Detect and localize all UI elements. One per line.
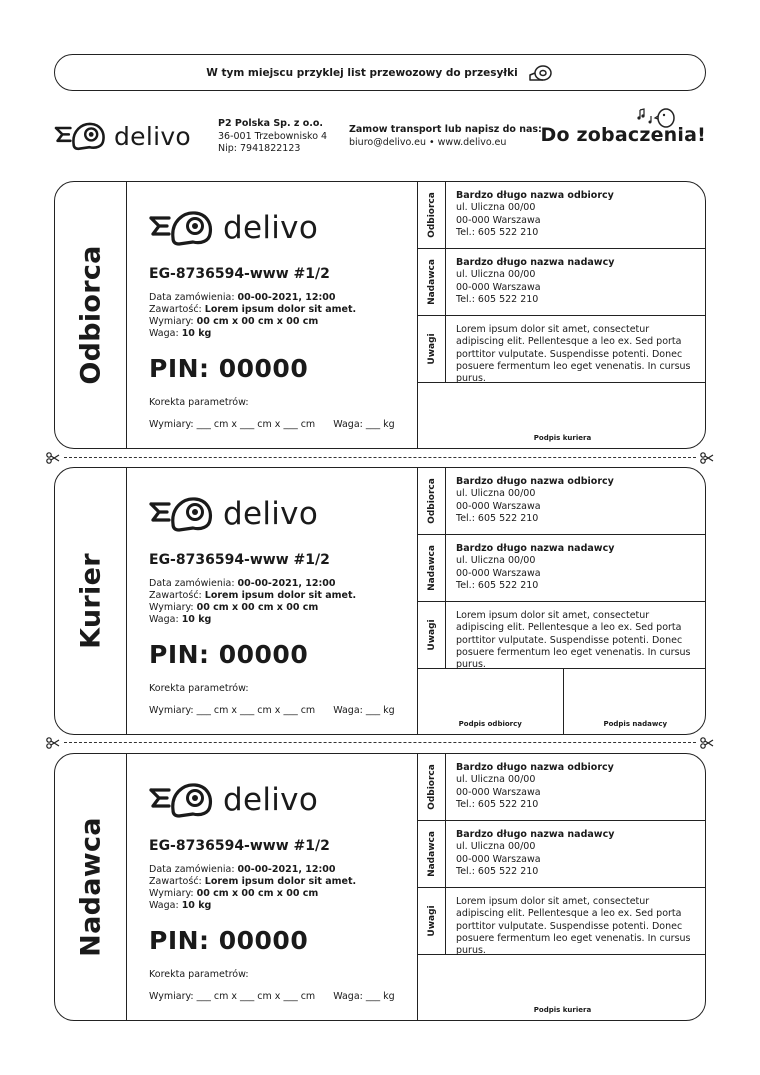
korekta-label: Korekta parametrów: [149,397,249,408]
tag-recipient: Odbiorca [418,182,446,248]
notes-text: Lorem ipsum dolor sit amet, consectetur adipiscing elit. Pellentesque a leo ex. Sed porta porttitor vulputate. Suspendisse potenti. Donec posuere fermentum leo eget venenatis. In cursus purus. [456,324,691,385]
content-label: Zawartość: [149,590,205,601]
sender-block [418,535,706,602]
notes-block [418,602,706,669]
side-title: Nadawca [75,817,106,957]
date-value: 00-00-2021, 12:00 [237,578,336,589]
logo-wordmark: delivo [223,782,319,818]
measure-fields [149,705,395,716]
order-details [149,864,356,912]
content-value: Lorem ipsum dolor sit amet. [204,876,357,887]
notes-text: Lorem ipsum dolor sit amet, consectetur adipiscing elit. Pellentesque a leo ex. Sed porta porttitor vulputate. Suspendisse potenti. Donec posuere fermentum leo eget venenatis. In cursus purus. [456,896,691,957]
header [54,110,706,162]
side-title: Odbiorca [75,245,106,385]
label-recipient [54,181,706,449]
recipient-signature-box[interactable] [418,669,563,735]
cut-line [46,737,714,749]
signature-area [418,669,706,735]
label-logo [149,208,318,248]
measure-weight: Waga: ___ kg [333,991,395,1002]
recipient-address: Bardzo długo nazwa odbiorcy ul. Uliczna 00/00 00-000 Warszawa Tel.: 605 522 210 [456,762,614,810]
korekta-label: Korekta parametrów: [149,683,249,694]
tag-recipient: Odbiorca [418,468,446,534]
content-value: Lorem ipsum dolor sit amet. [204,304,357,315]
label-side [55,182,127,448]
scissors-icon [700,452,714,464]
tracking-number: EG-8736594-www #1/2 [149,266,330,282]
contact-info [349,124,542,149]
tag-notes: Uwagi [418,888,446,954]
weight-label: Waga: [149,328,182,339]
notes-block [418,888,706,955]
header-logo [54,120,194,152]
tag-sender: Nadawca [418,535,446,601]
label-main [127,468,417,734]
company-name: P2 Polska Sp. z o.o. [218,118,323,129]
logo-wordmark: delivo [114,121,192,151]
scissors-icon [46,452,60,464]
order-details [149,292,356,340]
side-title: Kurier [75,553,106,649]
contact-line: biuro@delivo.eu • www.delivo.eu [349,136,507,148]
label-info [417,182,706,448]
delivo-logo-icon [54,120,106,152]
company-address: 36-001 Trzebownisko 4 [218,130,328,142]
weight-label: Waga: [149,900,182,911]
date-value: 00-00-2021, 12:00 [237,864,336,875]
label-logo [149,494,318,534]
scissors-icon [46,737,60,749]
label-side [55,754,127,1020]
recipient-address: Bardzo długo nazwa odbiorcy ul. Uliczna 00/00 00-000 Warszawa Tel.: 605 522 210 [456,190,614,238]
tag-notes: Uwagi [418,602,446,668]
delivo-logo-icon [149,780,213,820]
sender-address: Bardzo długo nazwa nadawcy ul. Uliczna 00/00 00-000 Warszawa Tel.: 605 522 210 [456,829,615,877]
dims-label: Wymiary: [149,888,197,899]
recipient-block [418,182,706,249]
date-value: 00-00-2021, 12:00 [237,292,336,303]
sender-block [418,821,706,888]
tracking-number: EG-8736594-www #1/2 [149,552,330,568]
recipient-block [418,754,706,821]
dims-label: Wymiary: [149,316,197,327]
dims-value: 00 cm x 00 cm x 00 cm [196,888,319,899]
weight-value: 10 kg [181,614,212,625]
banner-text: W tym miejscu przyklej list przewozowy do przesyłki [206,66,518,79]
date-label: Data zamówienia: [149,578,238,589]
dims-value: 00 cm x 00 cm x 00 cm [196,316,319,327]
logo-wordmark: delivo [223,210,319,246]
top-banner [54,54,706,91]
measure-weight: Waga: ___ kg [333,705,395,716]
label-info [417,754,706,1020]
sender-block [418,249,706,316]
signature-area[interactable] [418,955,706,1021]
company-info [218,118,327,156]
tag-notes: Uwagi [418,316,446,382]
signature-area[interactable] [418,383,706,449]
weight-label: Waga: [149,614,182,625]
dims-value: 00 cm x 00 cm x 00 cm [196,602,319,613]
pin-code: PIN: 00000 [149,640,309,669]
goodbye-text: Do zobaczenia! [540,124,706,146]
label-side [55,468,127,734]
date-label: Data zamówienia: [149,864,238,875]
contact-title: Zamow transport lub napisz do nas: [349,124,542,135]
signature-label: Podpis kuriera [533,434,592,442]
weight-value: 10 kg [181,900,212,911]
content-label: Zawartość: [149,304,205,315]
pin-code: PIN: 00000 [149,926,309,955]
weight-value: 10 kg [181,328,212,339]
delivo-logo-icon [149,494,213,534]
label-courier [54,467,706,735]
company-nip: Nip: 7941822123 [218,143,301,154]
tape-icon [528,64,554,82]
measure-dims: Wymiary: ___ cm x ___ cm x ___ cm [149,419,316,430]
recipient-block [418,468,706,535]
signature-label: Podpis odbiorcy [458,720,522,728]
delivo-logo-icon [149,208,213,248]
date-label: Data zamówienia: [149,292,238,303]
sender-address: Bardzo długo nazwa nadawcy ul. Uliczna 00/00 00-000 Warszawa Tel.: 605 522 210 [456,543,615,591]
content-value: Lorem ipsum dolor sit amet. [204,590,357,601]
measure-fields [149,991,395,1002]
pin-code: PIN: 00000 [149,354,309,383]
tag-sender: Nadawca [418,249,446,315]
logo-wordmark: delivo [223,496,319,532]
recipient-address: Bardzo długo nazwa odbiorcy ul. Uliczna 00/00 00-000 Warszawa Tel.: 605 522 210 [456,476,614,524]
scissors-icon [700,737,714,749]
measure-dims: Wymiary: ___ cm x ___ cm x ___ cm [149,705,316,716]
measure-fields [149,419,395,430]
tracking-number: EG-8736594-www #1/2 [149,838,330,854]
signature-label: Podpis kuriera [533,1006,592,1014]
dims-label: Wymiary: [149,602,197,613]
sender-address: Bardzo długo nazwa nadawcy ul. Uliczna 00/00 00-000 Warszawa Tel.: 605 522 210 [456,257,615,305]
korekta-label: Korekta parametrów: [149,969,249,980]
measure-dims: Wymiary: ___ cm x ___ cm x ___ cm [149,991,316,1002]
label-logo [149,780,318,820]
measure-weight: Waga: ___ kg [333,419,395,430]
signature-label: Podpis nadawcy [603,720,668,728]
tag-sender: Nadawca [418,821,446,887]
notes-block [418,316,706,383]
label-info [417,468,706,734]
tag-recipient: Odbiorca [418,754,446,820]
label-sender [54,753,706,1021]
order-details [149,578,356,626]
sender-signature-box[interactable] [563,669,707,735]
notes-text: Lorem ipsum dolor sit amet, consectetur adipiscing elit. Pellentesque a leo ex. Sed porta porttitor vulputate. Suspendisse potenti. Donec posuere fermentum leo eget venenatis. In cursus purus. [456,610,691,671]
cut-line [46,452,714,464]
label-main [127,182,417,448]
content-label: Zawartość: [149,876,205,887]
label-main [127,754,417,1020]
